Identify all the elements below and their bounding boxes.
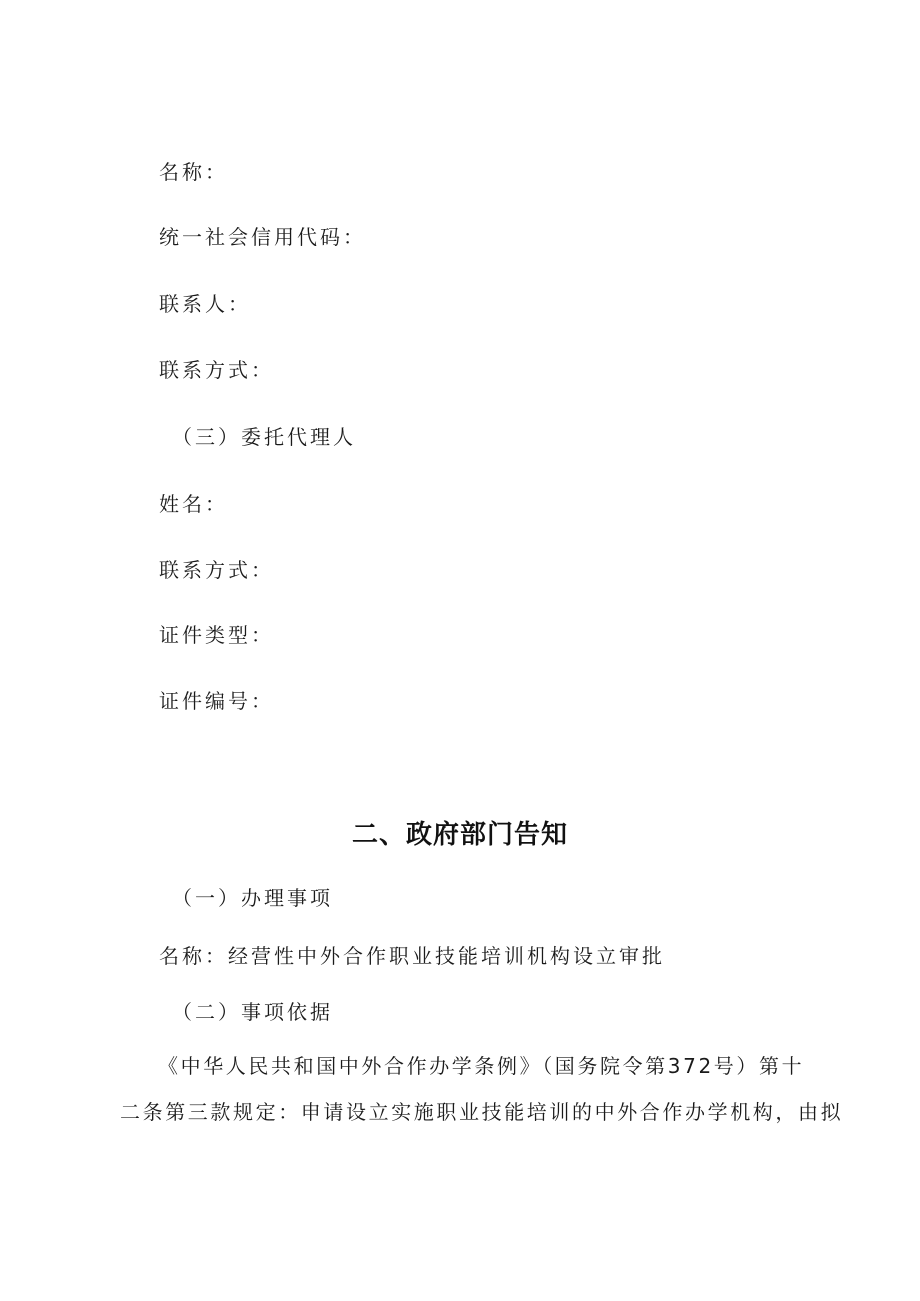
field-contact-person-label: 联系人：	[159, 292, 251, 316]
field-credit-code-label: 统一社会信用代码：	[159, 225, 366, 249]
item-name: 名称：经营性中外合作职业技能培训机构设立审批	[159, 944, 665, 968]
agent-contact-method-label: 联系方式：	[159, 558, 274, 582]
agent-id-type-label: 证件类型：	[159, 623, 274, 647]
agent-name-label: 姓名：	[159, 492, 228, 516]
basis-title: （二）事项依据	[172, 1000, 333, 1024]
item-title: （一）办理事项	[172, 886, 333, 910]
agent-id-number-label: 证件编号：	[159, 689, 274, 713]
agent-section-title: （三）委托代理人	[172, 425, 356, 449]
field-contact-method-label: 联系方式：	[159, 358, 274, 382]
basis-paragraph-line-1: 《中华人民共和国中外合作办学条例》（国务院令第372号）第十	[158, 1054, 805, 1078]
field-name-label: 名称：	[159, 160, 228, 184]
section-two-heading: 二、政府部门告知	[351, 820, 568, 850]
basis-paragraph-line-2: 二条第三款规定：申请设立实施职业技能培训的中外合作办学机构，由拟	[120, 1100, 844, 1124]
